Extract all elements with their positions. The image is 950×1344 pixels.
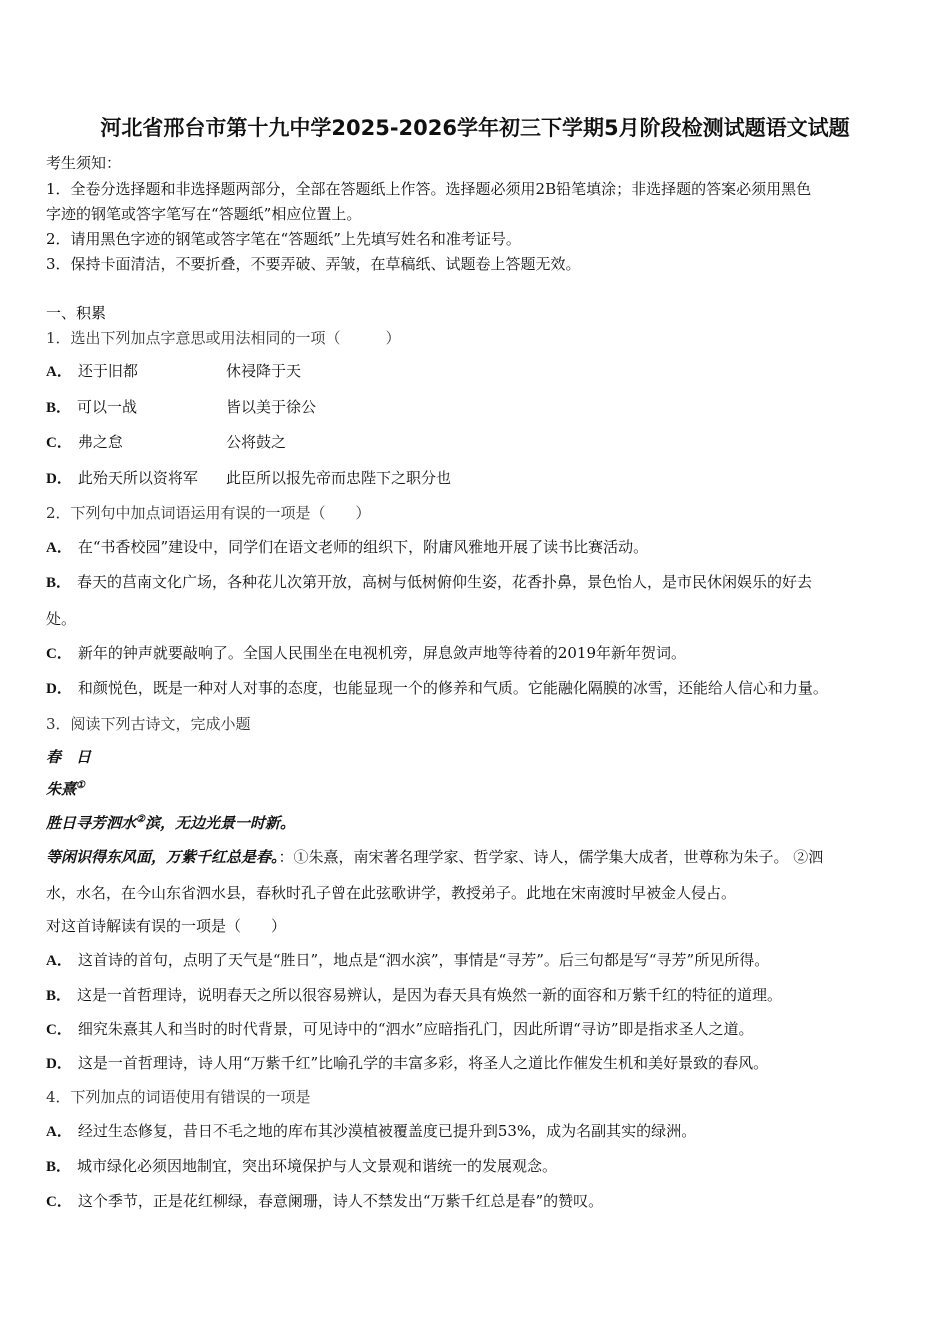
option-text: 经过生态修复，昔日不毛之地的库布其沙漠植被覆盖度已提升到53%，成为名副其实的绿洲。 — [77, 1122, 697, 1140]
q3-option-a — [46, 949, 769, 970]
option-text: 这是一首哲理诗，诗人用“万紫千红”比喻孔学的丰富多彩，将圣人之道比作催发生机和美好景致的春风。 — [77, 1054, 769, 1072]
q3-stem: 3．阅读下列古诗文，完成小题 — [46, 715, 251, 733]
notice-heading: 考生须知： — [46, 154, 122, 172]
author-name: 朱熹 — [46, 780, 77, 798]
q3-question: 对这首诗解读有误的一项是（ ） — [46, 917, 287, 935]
poem-author — [46, 778, 85, 799]
option-letter: A． — [46, 1124, 72, 1140]
option-text: 这是一首哲理诗，说明春天之所以很容易辨认，是因为春天具有焕然一新的面容和万紫千红的特征的道理。 — [77, 986, 783, 1004]
poem-title: 春 日 — [46, 748, 92, 766]
option-left: 还于旧都 — [77, 362, 138, 380]
note-continued: 水，水名，在今山东省泗水县，春秋时孔子曾在此弦歌讲学，教授弟子。此地在宋南渡时早被金人侵占。 — [46, 884, 737, 902]
option-text: 和颜悦色，既是一种对人对事的态度，也能显现一个的修养和气质。它能融化隔膜的冰雪，还能给人信心和力量。 — [77, 679, 828, 697]
option-letter: D． — [46, 1056, 72, 1072]
q1-option-a — [46, 360, 138, 381]
notice-item-3: 3．保持卡面清洁，不要折叠，不要弄破、弄皱，在草稿纸、试题卷上答题无效。 — [46, 255, 581, 273]
option-text: 城市绿化必须因地制宜，突出环境保护与人文景观和谐统一的发展观念。 — [77, 1157, 558, 1175]
option-letter: C． — [46, 435, 72, 451]
q2-option-b — [46, 571, 812, 592]
option-text: 春天的莒南文化广场，各种花儿次第开放，高树与低树俯仰生姿，花香扑鼻，景色怡人，是市民休闲娱乐的好去 — [77, 573, 813, 591]
q2-stem: 2．下列句中加点词语运用有误的一项是（ ） — [46, 504, 371, 522]
option-text: 细究朱熹其人和当时的时代背景，可见诗中的“泗水”应暗指孔门，因此所谓“寻访”即是指求圣人之道。 — [77, 1020, 754, 1038]
page-title: 河北省邢台市第十九中学2025-2026学年初三下学期5月阶段检测试题语文试题 — [100, 116, 850, 140]
q3-option-b — [46, 984, 782, 1005]
option-letter: A． — [46, 364, 72, 380]
option-left: 弗之怠 — [77, 433, 123, 451]
footnote-mark: ② — [136, 814, 145, 825]
notice-item-1-cont: 字迹的钢笔或答字笔写在“答题纸”相应位置上。 — [46, 205, 362, 223]
q3-option-d — [46, 1052, 768, 1073]
notice-item-1: 1．全卷分选择题和非选择题两部分，全部在答题纸上作答。选择题必须用2B铅笔填涂；非选择题的答案必须用黑色 — [46, 180, 812, 198]
poem-text: 等闲识得东风面，万紫千红总是春。 — [46, 848, 279, 866]
option-letter: C． — [46, 1194, 72, 1210]
q4-option-a — [46, 1120, 696, 1141]
option-text: 这首诗的首句，点明了天气是“胜日”，地点是“泗水滨”，事情是“寻芳”。后三句都是写“寻芳”所见所得。 — [77, 951, 770, 969]
q1-option-c-right: 公将鼓之 — [226, 433, 287, 451]
option-left: 可以一战 — [77, 398, 138, 416]
option-letter: A． — [46, 540, 72, 556]
poem-text: 胜日寻芳泗水 — [46, 814, 137, 832]
q1-option-a-right: 休祲降于天 — [226, 362, 302, 380]
q1-option-b — [46, 396, 137, 417]
option-text: 新年的钟声就要敲响了。全国人民围坐在电视机旁，屏息敛声地等待着的2019年新年贺词。 — [77, 644, 687, 662]
q1-option-b-right: 皆以美于徐公 — [226, 398, 317, 416]
poem-line-1 — [46, 812, 295, 833]
q2-option-d — [46, 677, 828, 698]
option-letter: A． — [46, 953, 72, 969]
q3-option-c — [46, 1018, 754, 1039]
q2-option-c — [46, 642, 686, 663]
option-letter: B． — [46, 400, 72, 416]
q4-option-b — [46, 1155, 557, 1176]
option-letter: D． — [46, 471, 72, 487]
q1-option-c — [46, 431, 123, 452]
option-letter: C． — [46, 1022, 72, 1038]
q1-option-d — [46, 467, 198, 488]
q1-stem: 1．选出下列加点字意思或用法相同的一项（ ） — [46, 329, 401, 347]
notice-item-2: 2．请用黑色字迹的钢笔或答字笔在“答题纸”上先填写姓名和准考证号。 — [46, 230, 521, 248]
note-text: ：①朱熹，南宋著名理学家、哲学家、诗人，儒学集大成者，世尊称为朱子。 ②泗 — [278, 848, 824, 866]
q2-option-a — [46, 536, 648, 557]
option-letter: B． — [46, 988, 72, 1004]
q2-option-b-cont: 处。 — [46, 610, 77, 628]
q1-option-d-right: 此臣所以报先帝而忠陛下之职分也 — [226, 469, 452, 487]
option-letter: D． — [46, 681, 72, 697]
q4-option-c — [46, 1190, 603, 1211]
option-text: 在“书香校园”建设中，同学们在语文老师的组织下，附庸风雅地开展了读书比赛活动。 — [77, 538, 649, 556]
poem-line-2-and-note — [46, 846, 823, 867]
option-left: 此殆天所以资将军 — [77, 469, 198, 487]
q4-stem: 4．下列加点的词语使用有错误的一项是 — [46, 1088, 311, 1106]
section-heading: 一、积累 — [46, 304, 107, 322]
option-letter: B． — [46, 575, 72, 591]
option-letter: B． — [46, 1159, 72, 1175]
option-letter: C． — [46, 646, 72, 662]
footnote-mark: ① — [76, 780, 85, 791]
option-text: 这个季节，正是花红柳绿，春意阑珊，诗人不禁发出“万紫千红总是春”的赞叹。 — [77, 1192, 604, 1210]
poem-text: 滨，无边光景一时新。 — [144, 814, 295, 832]
